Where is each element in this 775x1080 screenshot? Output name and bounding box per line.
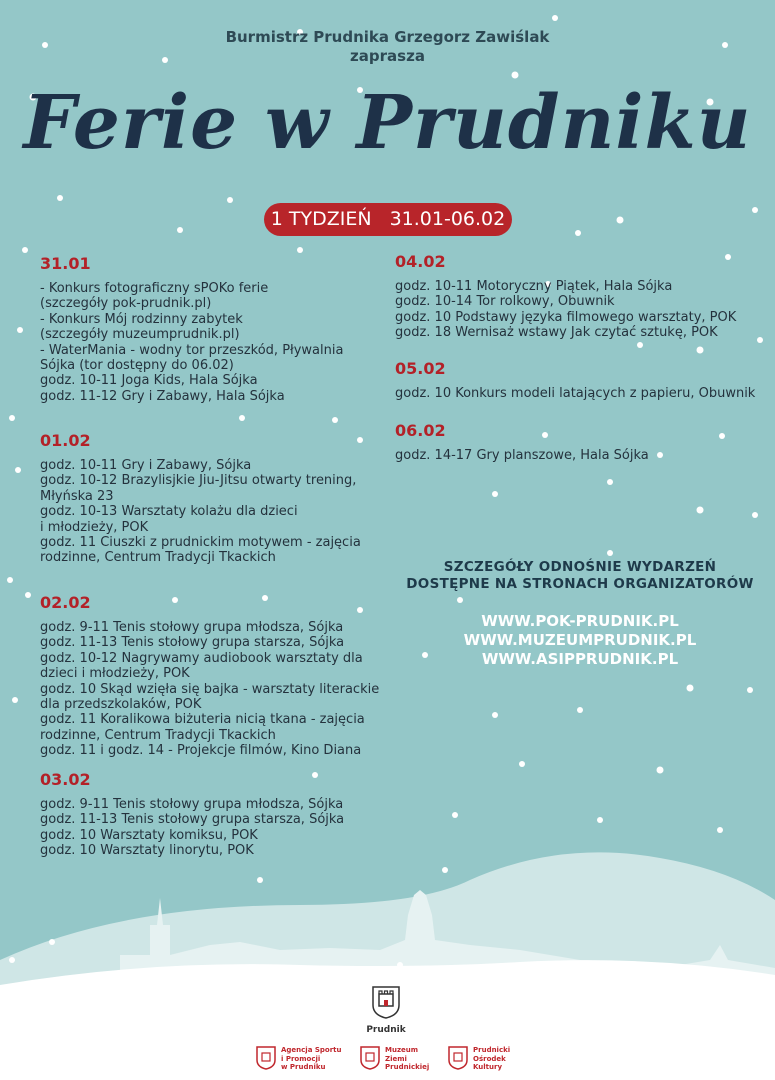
organizer-name: Burmistrz Prudnika Grzegorz Zawiślak xyxy=(225,28,550,46)
link-pok-prudnik[interactable]: WWW.POK-PRUDNIK.PL xyxy=(481,612,679,630)
info-heading: SZCZEGÓŁY ODNOŚNIE WYDARZEŃ DOSTĘPNE NA STRONACH ORGANIZATORÓW xyxy=(406,559,754,592)
sponsor-pok xyxy=(448,1046,510,1072)
schedule-day-06-02 xyxy=(395,422,649,463)
day-events: godz. 10 Konkurs modeli latających z papieru, Obuwnik xyxy=(395,386,756,401)
day-events: godz. 9-11 Tenis stołowy grupa młodsza, Sójka godz. 11-13 Tenis stołowy grupa starsza, Sójka godz. 10 Warsztaty komiksu, POK godz. 10 Warsztaty linorytu, POK xyxy=(40,797,345,859)
sponsor-name: Prudnicki Ośrodek Kultury xyxy=(473,1046,511,1071)
link-asip-prudnik[interactable]: WWW.ASIPPRUDNIK.PL xyxy=(481,650,679,668)
day-date: 02.02 xyxy=(40,593,91,612)
schedule-day-05-02 xyxy=(395,360,755,401)
week-dates: 31.01-06.02 xyxy=(389,208,506,230)
day-events: - Konkurs fotograficzny sPOKo ferie (szczegóły pok-prudnik.pl) - Konkurs Mój rodzinny zabytek (szczegóły muzeumprudnik.pl) - WaterMania - wodny tor przeszkód, Pływalnia Sójka (tor dostępny do 06.02) godz. 10-11 Joga Kids, Hala Sójka godz. 11-12 Gry i Zabawy, Hala Sójka xyxy=(40,281,344,404)
link-muzeum-prudnik[interactable]: WWW.MUZEUMPRUDNIK.PL xyxy=(463,631,697,649)
sponsor-name: Agencja Sportu i Promocji w Prudniku xyxy=(281,1046,342,1071)
coat-of-arms-icon xyxy=(371,985,401,1019)
sponsor-name: Muzeum Ziemi Prudnickiej xyxy=(385,1046,430,1071)
schedule-day-01-02 xyxy=(40,432,361,566)
day-date: 04.02 xyxy=(395,252,446,271)
week-label: 1 TYDZIEŃ xyxy=(270,208,372,230)
schedule-day-02-02 xyxy=(40,594,379,759)
day-date: 31.01 xyxy=(40,254,91,273)
day-date: 01.02 xyxy=(40,431,91,450)
town-name: Prudnik xyxy=(366,1025,406,1035)
page-title: Ferie w Prudniku xyxy=(23,80,752,166)
sponsor-emblem-icon xyxy=(360,1046,380,1070)
schedule-day-03-02 xyxy=(40,771,344,859)
sponsor-emblem-icon xyxy=(256,1046,276,1070)
organizers-info xyxy=(400,559,760,669)
day-events: godz. 9-11 Tenis stołowy grupa młodsza, Sójka godz. 11-13 Tenis stołowy grupa starsza, Sójka godz. 10-12 Nagrywamy audiobook warsztaty dla dzieci i młodzieży, POK godz. 10 Skąd wzięła się bajka - warsztaty literackie dla przedszkolaków, POK godz. 11 Koralikowa biżuteria nicią tkana - zajęcia rodzinne, Centrum Tradycji Tkackich godz. 11 i godz. 14 - Projekcje filmów, Kino Diana xyxy=(40,620,380,759)
schedule-day-04-02 xyxy=(395,253,736,341)
schedule-day-31-01 xyxy=(40,255,343,404)
day-events: godz. 14-17 Gry planszowe, Hala Sójka xyxy=(395,448,649,463)
sponsor-muzeum xyxy=(360,1046,429,1072)
invitation-text: zaprasza xyxy=(350,47,425,65)
day-events: godz. 10-11 Motoryczny Piątek, Hala Sójka godz. 10-14 Tor rolkowy, Obuwnik godz. 10 Podstawy języka filmowego warsztaty, POK godz. 18 Wernisaż wstawy Jak czytać sztukę, POK xyxy=(395,279,737,341)
day-date: 06.02 xyxy=(395,421,446,440)
day-events: godz. 10-11 Gry i Zabawy, Sójka godz. 10-12 Brazylisjkie Jiu-Jitsu otwarty trening, Młyńska 23 godz. 10-13 Warsztaty kolażu dla dzieci i młodzieży, POK godz. 11 Ciuszki z prudnickim motywem - zajęcia rodzinne, Centrum Tradycji Tkackich xyxy=(40,458,361,566)
day-date: 05.02 xyxy=(395,359,446,378)
day-date: 03.02 xyxy=(40,770,91,789)
week-badge xyxy=(264,203,512,236)
sponsor-asip xyxy=(256,1046,342,1072)
sponsor-emblem-icon xyxy=(448,1046,468,1070)
town-logo xyxy=(362,985,410,1035)
